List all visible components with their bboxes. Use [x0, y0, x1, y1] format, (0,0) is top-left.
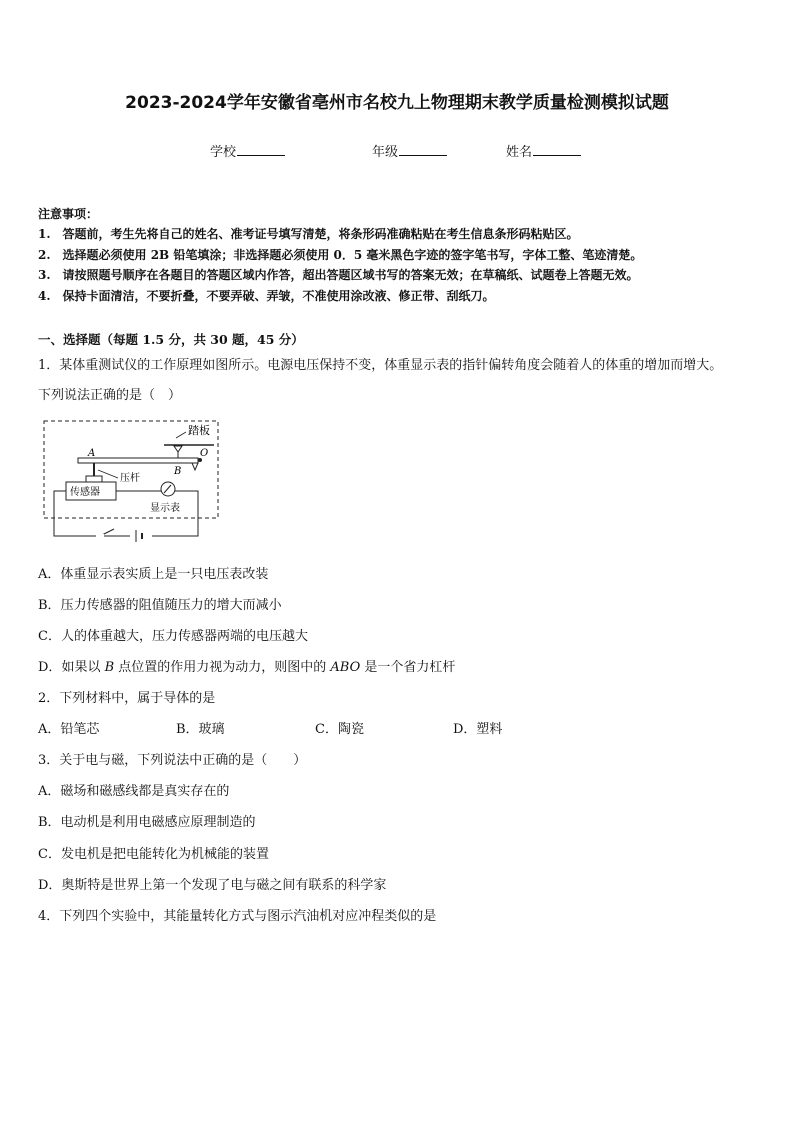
q1-option-c[interactable] [38, 625, 308, 644]
label-a: A [88, 448, 96, 459]
name-field [506, 141, 581, 160]
page-title: 2023-2024学年安徽省亳州市名校九上物理期末教学质量检测模拟试题 [125, 93, 669, 113]
lever-abo-symbol: ABO [330, 660, 361, 675]
option-letter: C． [38, 629, 61, 644]
school-field [210, 141, 285, 160]
scale-circuit-diagram [40, 418, 222, 543]
grade-field [372, 141, 447, 160]
section-heading: 一、选择题（每题 1.5 分，共 30 题，45 分） [38, 332, 304, 347]
option-text: 体重显示表实质上是一只电压表改装 [60, 567, 269, 582]
label-meter: 显示表 [150, 503, 180, 514]
name-blank [533, 143, 581, 156]
grade-blank [399, 143, 447, 156]
option-text: 压力传感器的阻值随压力的增大而减小 [60, 598, 282, 613]
label-pedal: 踏板 [188, 424, 210, 437]
q2-option-d[interactable]: D．塑料 [453, 722, 503, 737]
option-letter: B． [38, 598, 61, 613]
question-2-stem: 2．下列材料中，属于导体的是 [38, 691, 216, 706]
q2-option-a[interactable]: A．铅笔芯 [38, 722, 100, 737]
option-text: 人的体重越大，压力传感器两端的电压越大 [60, 629, 308, 644]
grade-label: 年级 [372, 145, 399, 160]
question-4-stem: 4．下列四个实验中，其能量转化方式与图示汽油机对应冲程类似的是 [38, 909, 437, 924]
school-blank [237, 143, 285, 156]
q3-option-a[interactable]: A．磁场和磁感线都是真实存在的 [38, 784, 230, 799]
q3-option-b[interactable]: B．电动机是利用电磁感应原理制造的 [38, 815, 256, 830]
q2-option-b[interactable]: B．玻璃 [176, 722, 225, 737]
pedal-leader [176, 432, 186, 438]
name-label: 姓名 [506, 145, 533, 160]
point-b-symbol: B [104, 660, 115, 675]
option-text: 点位置的作用力视为动力，则图中的 [114, 660, 331, 675]
pedal-support [174, 446, 182, 452]
switch-gap [96, 534, 104, 538]
lever-bar [78, 458, 198, 463]
q1-option-a[interactable] [38, 563, 268, 582]
note-item: 3. 请按照题号顺序在各题目的答题区域内作答，超出答题区域书写的答案无效；在草稿纸、试题卷上答题无效。 [38, 268, 639, 282]
option-letter: D． [38, 660, 62, 675]
option-text: 如果以 [61, 660, 105, 675]
label-sensor: 传感器 [70, 487, 100, 498]
question-1-stem: 1．某体重测试仪的工作原理如图所示。电源电压保持不变，体重显示表的指针偏转角度会随着人的体重的增加而增大。 [38, 358, 723, 373]
label-b: B [174, 466, 182, 477]
label-o: O [200, 448, 209, 459]
option-letter: A． [38, 567, 61, 582]
q1-option-d[interactable] [38, 656, 455, 675]
school-label: 学校 [210, 145, 237, 160]
note-item: 2. 选择题必须使用 2B 铅笔填涂；非选择题必须使用 0．5 毫米黑色字迹的签字笔书写，字体工整、笔迹清楚。 [38, 248, 643, 262]
question-1-stem-cont: 下列说法正确的是（ ） [38, 388, 182, 403]
label-rod: 压杆 [120, 473, 140, 484]
question-3-stem: 3．关于电与磁，下列说法中正确的是（ ） [38, 753, 307, 768]
note-item: 1. 答题前，考生先将自己的姓名、准考证号填写清楚，将条形码准确粘贴在考生信息条形码粘贴区。 [38, 227, 579, 241]
note-item: 4. 保持卡面清洁，不要折叠，不要弄破、弄皱，不准使用涂改液、修正带、刮纸刀。 [38, 289, 495, 303]
q2-option-c[interactable]: C．陶瓷 [315, 722, 364, 737]
q1-option-b[interactable] [38, 594, 282, 613]
option-text: 是一个省力杠杆 [360, 660, 456, 675]
notes-heading: 注意事项： [38, 207, 99, 221]
q3-option-d[interactable]: D．奥斯特是世界上第一个发现了电与磁之间有联系的科学家 [38, 878, 387, 893]
sensor-head [86, 476, 102, 482]
fulcrum [192, 463, 198, 470]
q3-option-c[interactable]: C．发电机是把电能转化为机械能的装置 [38, 847, 269, 862]
